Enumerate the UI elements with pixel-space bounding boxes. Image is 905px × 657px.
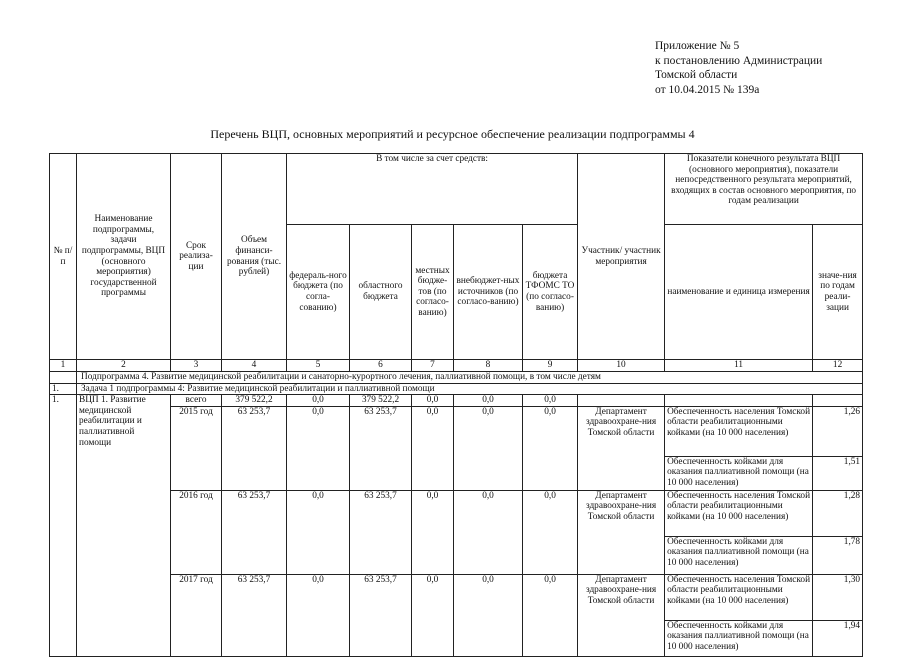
indicator-value: 1,51 xyxy=(813,456,863,490)
term-cell: 2017 год xyxy=(171,574,222,656)
indicator-name: Обеспеченность населения Томской области реабилитационными койками (на 10 000 населения) xyxy=(665,490,813,536)
header-federal: федераль-ного бюджета (по согла-сованию) xyxy=(287,225,350,360)
indicator-value: 1,26 xyxy=(813,406,863,456)
participant-cell: Департамент здравоохране-ния Томской области xyxy=(578,490,665,574)
regional-cell: 63 253,7 xyxy=(350,574,412,656)
indicator-value: 1,30 xyxy=(813,574,863,620)
program-table xyxy=(49,153,863,657)
header-regional: областного бюджета xyxy=(350,225,412,360)
appendix-line: Приложение № 5 xyxy=(655,40,740,52)
indicator-name: Обеспеченность койками для оказания паллиативной помощи (на 10 000 населения) xyxy=(665,620,813,656)
header-including: В том числе за счет средств: xyxy=(287,154,578,225)
tfoms-cell: 0,0 xyxy=(523,406,578,490)
indicator-name: Обеспеченность койками для оказания паллиативной помощи (на 10 000 населения) xyxy=(665,536,813,574)
appendix-block xyxy=(655,39,822,97)
header-tfoms: бюджета ТФОМС ТО (по согласо-ванию) xyxy=(523,225,578,360)
column-numbers-row xyxy=(50,360,863,372)
indicator-name: Обеспеченность населения Томской области реабилитационными койками (на 10 000 населения) xyxy=(665,574,813,620)
extra-cell: 0,0 xyxy=(454,490,523,574)
header-term: Срок реализа-ции xyxy=(171,154,222,360)
volume-cell: 379 522,2 xyxy=(222,395,287,407)
subprogram-row: Подпрограмма 4. Развитие медицинской реабилитации и санаторно-курортного лечения, паллиативной помощи, в том числе детям xyxy=(77,372,863,384)
federal-cell: 0,0 xyxy=(287,490,350,574)
tfoms-cell: 0,0 xyxy=(523,490,578,574)
appendix-line: к постановлению Администрации xyxy=(655,54,823,67)
column-number: 1 xyxy=(50,360,77,372)
term-cell: 2016 год xyxy=(171,490,222,574)
tfoms-cell: 0,0 xyxy=(523,574,578,656)
local-cell: 0,0 xyxy=(412,574,454,656)
volume-cell: 63 253,7 xyxy=(222,574,287,656)
column-number: 9 xyxy=(523,360,578,372)
vcp-num: 1. xyxy=(50,395,77,657)
appendix-line: от 10.04.2015 № 139а xyxy=(655,83,760,96)
header-participant: Участник/ участник мероприятия xyxy=(578,154,665,360)
vcp-name: ВЦП 1. Развитие медицинской реабилитации и паллиативной помощи xyxy=(77,395,171,657)
column-number: 10 xyxy=(578,360,665,372)
indicator-value: 1,28 xyxy=(813,490,863,536)
column-number: 2 xyxy=(77,360,171,372)
column-number: 12 xyxy=(813,360,863,372)
column-number: 6 xyxy=(350,360,412,372)
header-num: № п/п xyxy=(50,154,77,360)
regional-cell: 63 253,7 xyxy=(350,490,412,574)
header-indicators: Показатели конечного результата ВЦП (основного мероприятия), показатели непосредственного результата мероприятий, входящих в состав основного мероприятия, по годам реализации xyxy=(665,154,863,225)
header-extra: внебюджет-ных источников (по согласо-ванию) xyxy=(454,225,523,360)
indicator-name: Обеспеченность населения Томской области реабилитационными койками (на 10 000 населения) xyxy=(665,406,813,456)
column-number: 7 xyxy=(412,360,454,372)
volume-cell: 63 253,7 xyxy=(222,406,287,490)
indicator-name: Обеспеченность койками для оказания паллиативной помощи (на 10 000 населения) xyxy=(665,456,813,490)
column-number: 4 xyxy=(222,360,287,372)
header-name: Наименование подпрограммы, задачи подпрограммы, ВЦП (основного мероприятия) государственной программы xyxy=(77,154,171,360)
column-number: 5 xyxy=(287,360,350,372)
column-number: 11 xyxy=(665,360,813,372)
federal-cell: 0,0 xyxy=(287,406,350,490)
appendix-line: Томской области xyxy=(655,69,738,81)
local-cell: 0,0 xyxy=(412,490,454,574)
column-number: 3 xyxy=(171,360,222,372)
header-indicator-value: значе-ния по годам реали-зации xyxy=(813,225,863,360)
participant-cell: Департамент здравоохране-ния Томской области xyxy=(578,406,665,490)
document-title: Перечень ВЦП, основных мероприятий и ресурсное обеспечение реализации подпрограммы 4 xyxy=(210,127,695,141)
task-row: Задача 1 подпрограммы 4: Развитие медицинской реабилитации и паллиативной помощи xyxy=(77,383,863,395)
indicator-value: 1,94 xyxy=(813,620,863,656)
extra-cell: 0,0 xyxy=(454,574,523,656)
regional-cell: 63 253,7 xyxy=(350,406,412,490)
local-cell: 0,0 xyxy=(412,395,454,407)
federal-cell: 0,0 xyxy=(287,574,350,656)
federal-cell: 0,0 xyxy=(287,395,350,407)
extra-cell: 0,0 xyxy=(454,406,523,490)
tfoms-cell: 0,0 xyxy=(523,395,578,407)
header-volume: Объем финанси-рования (тыс. рублей) xyxy=(222,154,287,360)
header-indicator-name: наименование и единица измерения xyxy=(665,225,813,360)
volume-cell: 63 253,7 xyxy=(222,490,287,574)
header-local: местных бюдже-тов (по согласо-ванию) xyxy=(412,225,454,360)
term-cell: всего xyxy=(171,395,222,407)
regional-cell: 379 522,2 xyxy=(350,395,412,407)
column-number: 8 xyxy=(454,360,523,372)
participant-cell: Департамент здравоохране-ния Томской области xyxy=(578,574,665,656)
term-cell: 2015 год xyxy=(171,406,222,490)
extra-cell: 0,0 xyxy=(454,395,523,407)
task-num: 1. xyxy=(50,383,77,395)
indicator-value: 1,78 xyxy=(813,536,863,574)
local-cell: 0,0 xyxy=(412,406,454,490)
